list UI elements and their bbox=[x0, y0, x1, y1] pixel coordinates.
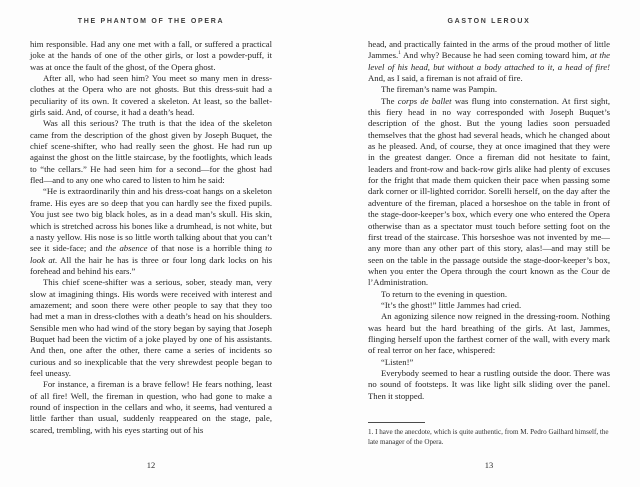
page-right bbox=[368, 18, 610, 478]
italic-text: at the level of his head, but without a body attached to it, a head of fire! bbox=[368, 50, 610, 72]
body-text-left bbox=[30, 39, 272, 436]
text-run: For instance, a fireman is a brave fellow! He fears nothing, least of all fire! Well, the fireman in question, who had gone to make a round of inspection in the cellars and who, it seems, had ventured a little farther than usual, suddenly reappeared on the stage, pale, scared, trembling, with his eyes starting out of his bbox=[30, 379, 272, 435]
text-run: “He is extraordinarily thin and his dress-coat hangs on a skeleton frame. His eyes are so deep that you can hardly see the fixed pupils. You just see two big black holes, as in a dead man’s skull. His skin, which is stretched across his bones like a drumhead, is not white, but a nasty yellow. His nose is so little worth talking about that you can’t see it side-face; and bbox=[30, 186, 272, 254]
page-left bbox=[30, 18, 272, 478]
text-run: And why? Because he had seen coming toward him, bbox=[400, 50, 591, 61]
text-run: To return to the evening in question. bbox=[381, 288, 508, 299]
paragraph bbox=[368, 289, 610, 300]
paragraph bbox=[368, 427, 610, 447]
page-number-left: 12 bbox=[146, 460, 156, 470]
text-run: After all, who had seen him? You meet so many men in dress-clothes at the Opera who are not ghosts. But this dress-suit had a peculiarity of its own. It covered a skeleton. At least, so the ballet-girls said. And, of course, it had a death’s head. bbox=[30, 73, 272, 118]
paragraph bbox=[368, 300, 610, 311]
running-header-right: GASTON LEROUX bbox=[447, 18, 531, 25]
running-header-left: THE PHANTOM OF THE OPERA bbox=[77, 18, 225, 25]
paragraph bbox=[368, 368, 610, 402]
italic-text: the absence bbox=[105, 243, 148, 254]
text-run: was flung into consternation. At first sight, this fiery head in no way corresponded with Joseph Buquet’s description of the ghost. But the young ladies soon persuaded themselves that the ghost had several heads, which he changed about as he pleased. And, of course, they at once imagined that they were in the greatest danger. Once a fireman did not hesitate to faint, leaders and front-row and back-row girls alike had plenty of excuses for the fright that made them quicken their pace when passing some dark corner or ill-lighted corridor. Sorelli herself, on the day after the adventure of the fireman, placed a horseshoe on the table in front of the stage-door-keeper’s box, which every one who entered the Opera otherwise than as a spectator must touch before setting foot on the first tread of the staircase. This horseshoe was not invented by me—any more than any other part of this story, alas!—and may still be seen on the table in the passage outside the stage-door-keeper’s box, when you enter the Opera through the court known as the Cour de l’Administration. bbox=[368, 95, 610, 288]
text-run: Everybody seemed to hear a rustling outside the door. There was no sound of footsteps. It was like light silk sliding over the panel. Then it stopped. bbox=[368, 367, 610, 401]
paragraph bbox=[30, 73, 272, 118]
text-run: All the hair he has is three or four long dark locks on his forehead and behind his ears.” bbox=[30, 254, 272, 276]
text-run: of that nose is a horrible thing bbox=[147, 243, 266, 254]
italic-text: corps de ballet bbox=[397, 95, 452, 106]
text-run: An agonizing silence now reigned in the dressing-room. Nothing was heard but the hard breathing of the girls. At last, Jammes, flinging herself upon the farthest corner of the wall, with every mark of real terror on her face, whispered: bbox=[368, 311, 610, 356]
footnote-rule bbox=[368, 422, 425, 423]
text-run: The fireman’s name was Pampin. bbox=[381, 84, 498, 95]
footnote-marker: 1 bbox=[398, 50, 401, 57]
paragraph bbox=[368, 357, 610, 368]
paragraph bbox=[30, 186, 272, 277]
paragraph bbox=[30, 118, 272, 186]
paragraph bbox=[30, 379, 272, 436]
paragraph bbox=[368, 311, 610, 356]
text-run: 1. I have the anecdote, which is quite authentic, from M. Pedro Gailhard himself, the late manager of the Opera. bbox=[368, 428, 609, 447]
paragraph bbox=[368, 96, 610, 289]
paragraph bbox=[368, 84, 610, 95]
text-run: head, and practically fainted in the arms of the proud mother of little Jammes. bbox=[368, 39, 610, 61]
text-run: Was all this serious? The truth is that the idea of the skeleton came from the description of the ghost given by Joseph Buquet, the chief scene-shifter, who had really seen the ghost. He had run up against the ghost on the little staircase, by the footlights, which leads to “the cellars.” He had seen him for a second—for the ghost had fled—and to any one who cared to listen to him he said: bbox=[30, 118, 272, 186]
footnote-block bbox=[368, 422, 610, 447]
paragraph bbox=[30, 277, 272, 379]
text-run: And, as I said, a fireman is not afraid of fire. bbox=[368, 73, 523, 84]
text-run: him responsible. Had any one met with a fall, or suffered a practical joke at the hands of one of the other girls, or lost a powder-puff, it was at once the fault of the ghost, of the Opera ghost. bbox=[30, 39, 272, 72]
paragraph bbox=[30, 39, 272, 73]
paragraph bbox=[368, 39, 610, 84]
footnote-text bbox=[368, 427, 610, 447]
text-run: The bbox=[381, 95, 398, 106]
body-text-right bbox=[368, 39, 610, 402]
page-number-right: 13 bbox=[484, 460, 494, 470]
text-run: “Listen!” bbox=[381, 356, 414, 367]
text-run: This chief scene-shifter was a serious, sober, steady man, very slow at imagining things. His words were received with interest and amazement; and soon there were other people to say that they too had met a man in dress-clothes with a death’s head on his shoulders. Sensible men who had wind of the story began by saying that Joseph Buquet had been the victim of a joke played by one of his assistants. And then, one after the other, there came a series of incidents so curious and so inexplicable that the very shrewdest people began to feel uneasy. bbox=[30, 277, 272, 378]
italic-text: to look at. bbox=[30, 243, 273, 265]
text-run: “It’s the ghost!” little Jammes had cried. bbox=[381, 299, 522, 310]
